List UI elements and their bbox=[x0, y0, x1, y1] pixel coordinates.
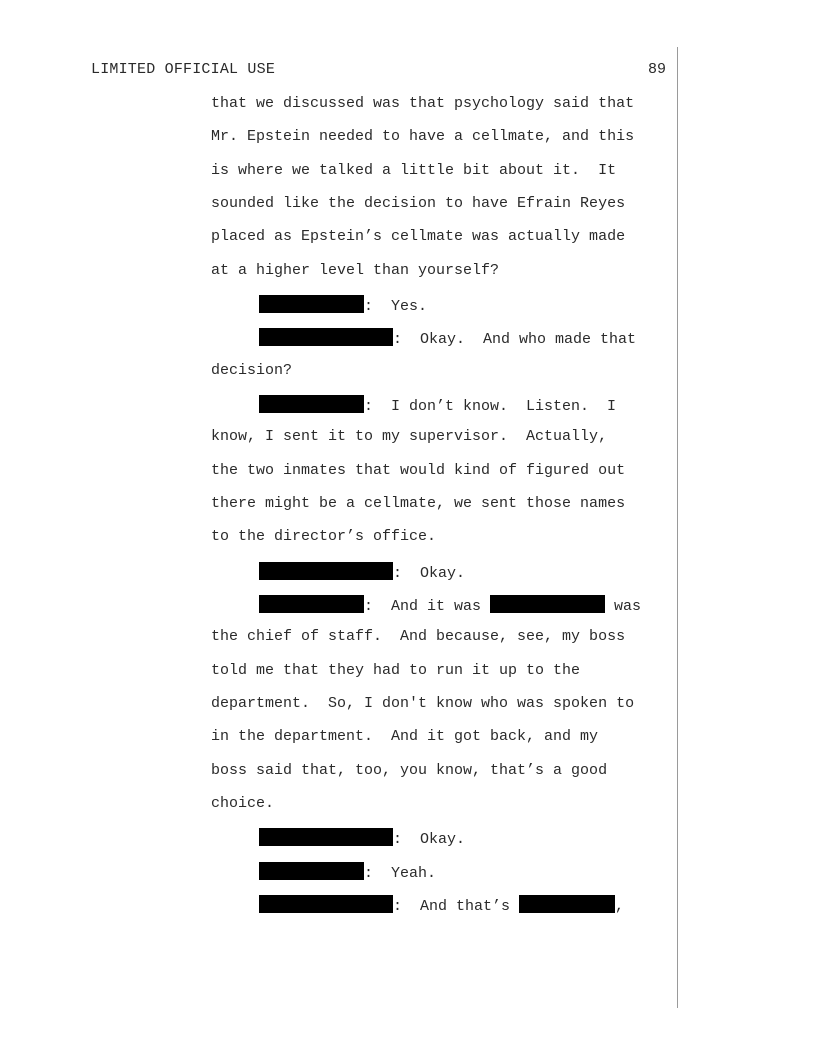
transcript-line bbox=[0, 762, 677, 786]
line-text: : And it was bbox=[364, 598, 491, 615]
transcript-line bbox=[0, 495, 677, 519]
line-text: : Yes. bbox=[364, 298, 428, 315]
speaker-line bbox=[259, 828, 465, 848]
speaker-line bbox=[259, 862, 436, 882]
transcript-line bbox=[0, 462, 677, 486]
line-text: , bbox=[615, 898, 625, 915]
transcript-line bbox=[0, 728, 677, 752]
transcript-line bbox=[0, 328, 677, 352]
line-text: the chief of staff. And because, see, my boss bbox=[211, 628, 626, 645]
speaker-line bbox=[259, 395, 616, 415]
transcript-line bbox=[0, 862, 677, 886]
transcript-line bbox=[0, 428, 677, 452]
line-text: told me that they had to run it up to the bbox=[211, 662, 581, 679]
speaker-line bbox=[259, 562, 465, 582]
line-text: Mr. Epstein needed to have a cellmate, and this bbox=[211, 128, 635, 145]
page-number: 89 bbox=[648, 61, 667, 78]
redaction-block bbox=[259, 595, 364, 613]
line-text: that we discussed was that psychology said that bbox=[211, 95, 635, 112]
redaction-block bbox=[259, 328, 393, 346]
line-text: there might be a cellmate, we sent those names bbox=[211, 495, 626, 512]
redaction-block bbox=[259, 562, 393, 580]
speaker-line bbox=[259, 595, 641, 615]
redaction-block bbox=[259, 862, 364, 880]
line-text: decision? bbox=[211, 362, 293, 379]
right-margin-rule bbox=[677, 47, 678, 1008]
line-text: department. So, I don't know who was spoken to bbox=[211, 695, 635, 712]
transcript-line bbox=[0, 128, 677, 152]
transcript-line bbox=[0, 195, 677, 219]
transcript-line bbox=[0, 162, 677, 186]
speaker-line bbox=[259, 895, 624, 915]
redaction-block bbox=[259, 828, 393, 846]
redaction-block bbox=[519, 895, 615, 913]
line-text: in the department. And it got back, and my bbox=[211, 728, 599, 745]
line-text: : I don’t know. Listen. I bbox=[364, 398, 617, 415]
transcript-line bbox=[0, 395, 677, 419]
line-text: to the director’s office. bbox=[211, 528, 437, 545]
redaction-block bbox=[490, 595, 605, 613]
line-text: : Okay. And who made that bbox=[393, 331, 637, 348]
transcript-line bbox=[0, 628, 677, 652]
line-text: at a higher level than yourself? bbox=[211, 262, 500, 279]
line-text: : Yeah. bbox=[364, 865, 437, 882]
redaction-block bbox=[259, 295, 364, 313]
transcript-line bbox=[0, 228, 677, 252]
transcript-line bbox=[0, 295, 677, 319]
line-text: placed as Epstein’s cellmate was actually made bbox=[211, 228, 626, 245]
line-text: : Okay. bbox=[393, 565, 466, 582]
line-text: choice. bbox=[211, 795, 275, 812]
transcript-line bbox=[0, 262, 677, 286]
transcript-line bbox=[0, 895, 677, 919]
transcript-line bbox=[0, 562, 677, 586]
transcript-line bbox=[0, 662, 677, 686]
speaker-line bbox=[259, 328, 636, 348]
speaker-line bbox=[259, 295, 427, 315]
transcript-line bbox=[0, 595, 677, 619]
redaction-block bbox=[259, 395, 364, 413]
line-text: was bbox=[605, 598, 642, 615]
line-text: : Okay. bbox=[393, 831, 466, 848]
line-text: is where we talked a little bit about it. It bbox=[211, 162, 617, 179]
line-text: know, I sent it to my supervisor. Actually, bbox=[211, 428, 608, 445]
page-header-title: LIMITED OFFICIAL USE bbox=[91, 61, 276, 78]
redaction-block bbox=[259, 895, 393, 913]
transcript-line bbox=[0, 795, 677, 819]
transcript-line bbox=[0, 362, 677, 386]
transcript-line bbox=[0, 528, 677, 552]
line-text: boss said that, too, you know, that’s a good bbox=[211, 762, 608, 779]
line-text: the two inmates that would kind of figured out bbox=[211, 462, 626, 479]
transcript-line bbox=[0, 695, 677, 719]
line-text: : And that’s bbox=[393, 898, 520, 915]
transcript-line bbox=[0, 828, 677, 852]
line-text: sounded like the decision to have Efrain Reyes bbox=[211, 195, 626, 212]
transcript-line bbox=[0, 95, 677, 119]
